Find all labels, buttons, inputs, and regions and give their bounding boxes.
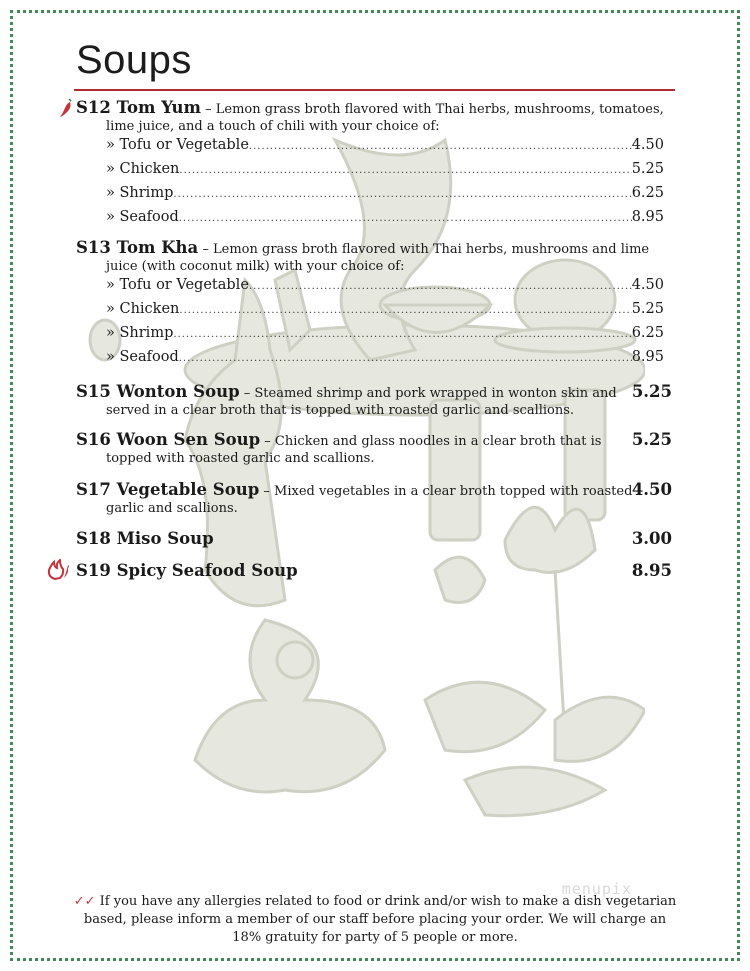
menu-item-s17 xyxy=(76,480,632,502)
option-price: 6.25 xyxy=(631,325,664,341)
menu-item-s19 xyxy=(76,561,298,581)
watermark-logo: menupix xyxy=(561,880,632,898)
item-description: – Steamed shrimp and pork wrapped in wonton skin and xyxy=(239,386,617,401)
item-description: – Lemon grass broth flavored with Thai herbs, mushrooms and lime xyxy=(198,242,650,257)
item-description: – Lemon grass broth flavored with Thai herbs, mushrooms, tomatoes, xyxy=(201,102,664,117)
menu-item-s16 xyxy=(76,430,601,452)
option-label: » Seafood xyxy=(106,349,179,365)
item-description-cont: lime juice, and a touch of chili with your choice of: xyxy=(106,119,440,134)
item-description: – Mixed vegetables in a clear broth topped with roasted xyxy=(259,484,633,499)
item-price: 4.50 xyxy=(631,480,672,499)
chili-pepper-icon xyxy=(58,98,74,118)
option-label: » Tofu or Vegetable xyxy=(106,277,249,293)
item-price: 8.95 xyxy=(631,561,672,580)
option-price: 8.95 xyxy=(631,349,664,365)
option-row xyxy=(106,159,664,181)
allergy-note-line2: based, please inform a member of our staff before placing your order. We will charge an xyxy=(83,912,667,927)
option-label: » Seafood xyxy=(106,209,179,225)
option-price: 5.25 xyxy=(631,161,664,177)
allergy-note-line1: If you have any allergies related to food or drink and/or wish to make a dish vegetarian xyxy=(95,894,677,909)
menu-item-s18 xyxy=(76,529,214,549)
option-price: 4.50 xyxy=(631,277,664,293)
item-price: 5.25 xyxy=(631,430,672,449)
menu-item-s12 xyxy=(76,98,664,120)
item-description-cont: juice (with coconut milk) with your choice of: xyxy=(106,259,405,274)
item-name: S19 Spicy Seafood Soup xyxy=(76,561,298,580)
option-label: » Chicken xyxy=(106,301,180,317)
option-row xyxy=(106,275,664,297)
option-row xyxy=(106,347,664,369)
item-name: S18 Miso Soup xyxy=(76,529,214,548)
title-divider xyxy=(74,89,675,91)
option-row xyxy=(106,299,664,321)
item-price: 5.25 xyxy=(631,382,672,401)
item-name: S15 Wonton Soup xyxy=(76,382,240,401)
checkmark-icon: ✓✓ xyxy=(73,894,96,909)
allergy-note xyxy=(60,893,690,947)
allergy-note-line3: 18% gratuity for party of 5 people or more. xyxy=(232,930,518,945)
item-name: S16 Woon Sen Soup xyxy=(76,430,261,449)
option-row xyxy=(106,183,664,205)
menu-item-s15 xyxy=(76,382,617,404)
option-price: 8.95 xyxy=(631,209,664,225)
item-name: S12 Tom Yum xyxy=(76,98,202,117)
page-title: Soups xyxy=(76,38,192,82)
flame-chili-icon xyxy=(46,559,72,581)
option-label: » Tofu or Vegetable xyxy=(106,137,249,153)
item-description-cont: served in a clear broth that is topped with roasted garlic and scallions. xyxy=(106,403,575,418)
option-price: 5.25 xyxy=(631,301,664,317)
menu-item-s13 xyxy=(76,238,649,260)
option-row xyxy=(106,135,664,157)
option-label: » Shrimp xyxy=(106,185,174,201)
item-description-cont: topped with roasted garlic and scallions. xyxy=(106,451,375,466)
option-price: 4.50 xyxy=(631,137,664,153)
item-description: – Chicken and glass noodles in a clear broth that is xyxy=(260,434,602,449)
option-label: » Chicken xyxy=(106,161,180,177)
item-description-cont: garlic and scallions. xyxy=(106,501,238,516)
option-row xyxy=(106,323,664,345)
item-name: S13 Tom Kha xyxy=(76,238,199,257)
option-price: 6.25 xyxy=(631,185,664,201)
option-row xyxy=(106,207,664,229)
option-label: » Shrimp xyxy=(106,325,174,341)
item-price: 3.00 xyxy=(631,529,672,548)
item-name: S17 Vegetable Soup xyxy=(76,480,260,499)
